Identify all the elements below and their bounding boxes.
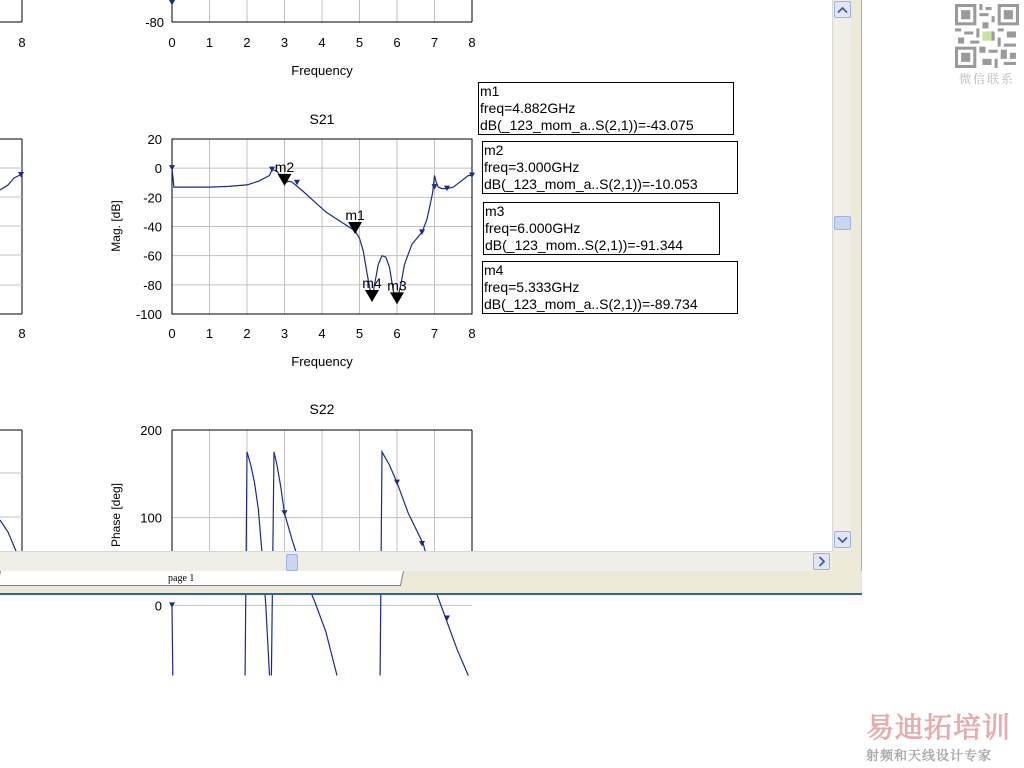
x-tick-label: 7	[430, 326, 439, 341]
y-tick-label: -40	[143, 219, 162, 235]
arrow-right-icon[interactable]	[813, 553, 830, 570]
y-tick-label: 200	[140, 423, 162, 438]
watermark-subtitle: 射频和天线设计专家	[866, 749, 993, 764]
tab-page-1-label: page 1	[168, 573, 195, 584]
x-tick-label: 4	[318, 326, 326, 341]
x-tick-label: 6	[393, 326, 401, 341]
data-marker	[282, 510, 288, 516]
watermark-title: 易迪拓培训	[866, 711, 1012, 744]
marker-readout-m2[interactable]	[482, 141, 738, 194]
data-marker	[394, 480, 400, 486]
series-line	[172, 605, 173, 675]
data-marker	[18, 172, 24, 178]
marker-label-m3: m3	[387, 277, 407, 294]
window-right-edge	[851, 0, 862, 593]
y-tick-label: 20	[147, 132, 162, 147]
marker-freq: freq=5.333GHz	[484, 279, 580, 295]
qr-caption: 微信联系	[958, 72, 1015, 86]
marker-name: m1	[480, 83, 500, 99]
marker-readout-m3[interactable]	[483, 202, 720, 255]
data-marker	[444, 615, 450, 621]
marker-label-m4: m4	[362, 275, 382, 292]
y-tick-label: -60	[143, 248, 162, 264]
y-tick-label: 100	[140, 510, 162, 526]
left-plot-series-line	[0, 175, 20, 190]
y-tick-label: -100	[135, 307, 162, 322]
x-tick-label: 1	[205, 35, 214, 50]
x-tick-label: 5	[355, 35, 364, 50]
marker-name: m3	[485, 203, 505, 219]
marker-freq: freq=6.000GHz	[485, 220, 581, 236]
marker-readout-m1[interactable]	[478, 82, 734, 135]
arrow-down-icon[interactable]	[834, 531, 851, 548]
tab-page-1[interactable]	[0, 571, 404, 586]
marker-value: dB(_123_mom..S(2,1))=-91.344	[485, 237, 684, 253]
window-bottom-border	[0, 593, 862, 595]
y-tick-label: -80	[143, 277, 162, 293]
x-axis-label: Frequency	[291, 63, 353, 78]
x-tick-label: 3	[280, 35, 289, 50]
marker-label-m1: m1	[345, 206, 365, 223]
marker-value: dB(_123_mom_a..S(2,1))=-10.053	[484, 176, 698, 192]
data-marker	[169, 0, 175, 6]
marker-readout-m4[interactable]	[482, 261, 738, 314]
y-tick-label: -80	[145, 15, 164, 30]
x-tick-label: 2	[243, 326, 251, 341]
y-tick-label: 0	[154, 161, 162, 177]
x-tick-label: 0	[168, 326, 176, 341]
x-tick-label: 0	[168, 35, 176, 50]
marker-value: dB(_123_mom_a..S(2,1))=-43.075	[480, 117, 694, 133]
y-tick-label: 0	[154, 598, 162, 614]
x-tick-label: 8	[468, 326, 476, 341]
x-tick-label: 3	[280, 326, 289, 341]
x-tick-label: 5	[355, 326, 364, 341]
marker-freq: freq=3.000GHz	[484, 159, 580, 175]
qr-code-icon	[955, 4, 1019, 68]
x-tick-label: 6	[393, 35, 401, 50]
x-tick-label: 8	[468, 35, 476, 50]
marker-name: m2	[484, 142, 504, 158]
marker-freq: freq=4.882GHz	[480, 100, 576, 116]
left-plot-series-line	[0, 520, 16, 551]
x-tick-label: 7	[430, 35, 439, 50]
arrow-up-icon[interactable]	[834, 1, 851, 18]
horizontal-scrollbar[interactable]	[0, 551, 832, 572]
y-axis-label: Mag. [dB]	[109, 200, 123, 252]
y-axis-label: Phase [deg]	[109, 482, 123, 548]
x-tick-label: 4	[318, 35, 326, 50]
scrollbar-corner	[832, 551, 852, 571]
page-tab-strip	[0, 571, 862, 593]
x-tick-label: 1	[205, 326, 214, 341]
marker-value: dB(_123_mom_a..S(2,1))=-89.734	[484, 296, 698, 312]
x-tick-label: 8	[18, 35, 26, 50]
vertical-scrollbar[interactable]	[832, 0, 852, 551]
y-tick-label: -20	[143, 190, 162, 206]
x-axis-label: Frequency	[291, 354, 353, 369]
x-tick-label: 8	[18, 326, 26, 341]
vertical-scroll-thumb[interactable]	[834, 216, 851, 230]
horizontal-scroll-thumb[interactable]	[286, 554, 298, 571]
x-tick-label: 2	[243, 35, 251, 50]
chart-title: S21	[309, 111, 335, 127]
marker-label-m2: m2	[274, 158, 295, 175]
chart-title: S22	[309, 401, 335, 417]
marker-name: m4	[484, 262, 504, 278]
